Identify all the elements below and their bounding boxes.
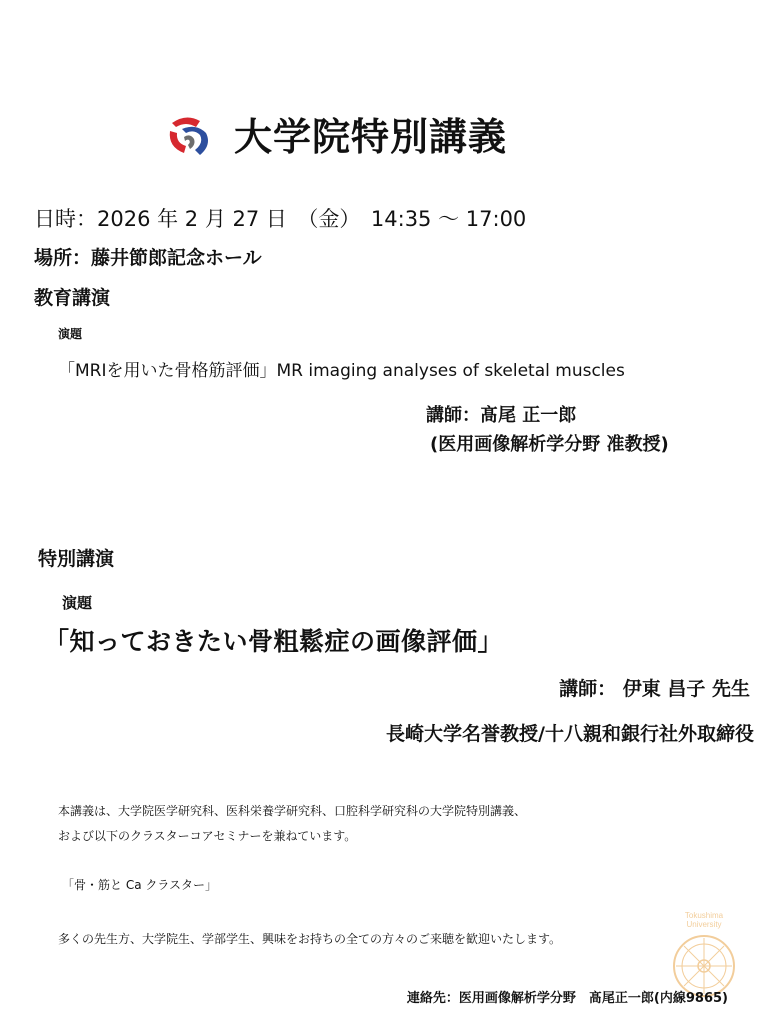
- special-theme-label: 演題: [62, 594, 93, 612]
- special-lecture-heading: 特別講演: [38, 548, 115, 570]
- welcome-message: 多くの先生方、大学院生、学部学生、興味をお持ちの全ての方々のご来聴を歓迎いたします。: [58, 932, 562, 946]
- contact-info: 連絡先：医用画像解析学分野 髙尾正一郎(内線9865): [406, 991, 728, 1006]
- education-theme-label: 演題: [58, 327, 83, 341]
- datetime-value: 2026 年 2 月 27 日 （金） 14:35 〜 17:00: [97, 207, 527, 231]
- event-datetime: [34, 203, 526, 233]
- education-lecture-heading: 教育講演: [34, 287, 111, 309]
- datetime-label: 日時：: [34, 207, 97, 231]
- note-line-1: 本講義は、大学院医学研究科、医科栄養学研究科、口腔科学研究科の大学院特別講義、: [58, 804, 527, 818]
- education-lecturer-affiliation: (医用画像解析学分野 准教授): [430, 434, 669, 455]
- page-title: 大学院特別講義: [234, 115, 508, 159]
- education-theme: 「MRIを用いた骨格筋評価」MR imaging analyses of skeletal muscles: [58, 361, 625, 381]
- svg-text:University: University: [686, 920, 722, 929]
- special-lecturer: 講師： 伊東 昌子 先生: [559, 678, 750, 700]
- special-theme: 「知っておきたい骨粗鬆症の画像評価」: [44, 627, 504, 656]
- university-logo-icon: [166, 113, 214, 159]
- cluster-name: 「骨・筋と Ca クラスター」: [62, 878, 218, 892]
- note-line-2: および以下のクラスターコアセミナーを兼ねています。: [58, 829, 357, 843]
- education-lecturer: 講師：髙尾 正一郎: [426, 405, 577, 426]
- event-place: 場所：藤井節郎記念ホール: [34, 247, 262, 269]
- special-lecturer-affiliation: 長崎大学名誉教授/十八親和銀行社外取締役: [386, 723, 754, 745]
- svg-text:Tokushima: Tokushima: [684, 911, 724, 920]
